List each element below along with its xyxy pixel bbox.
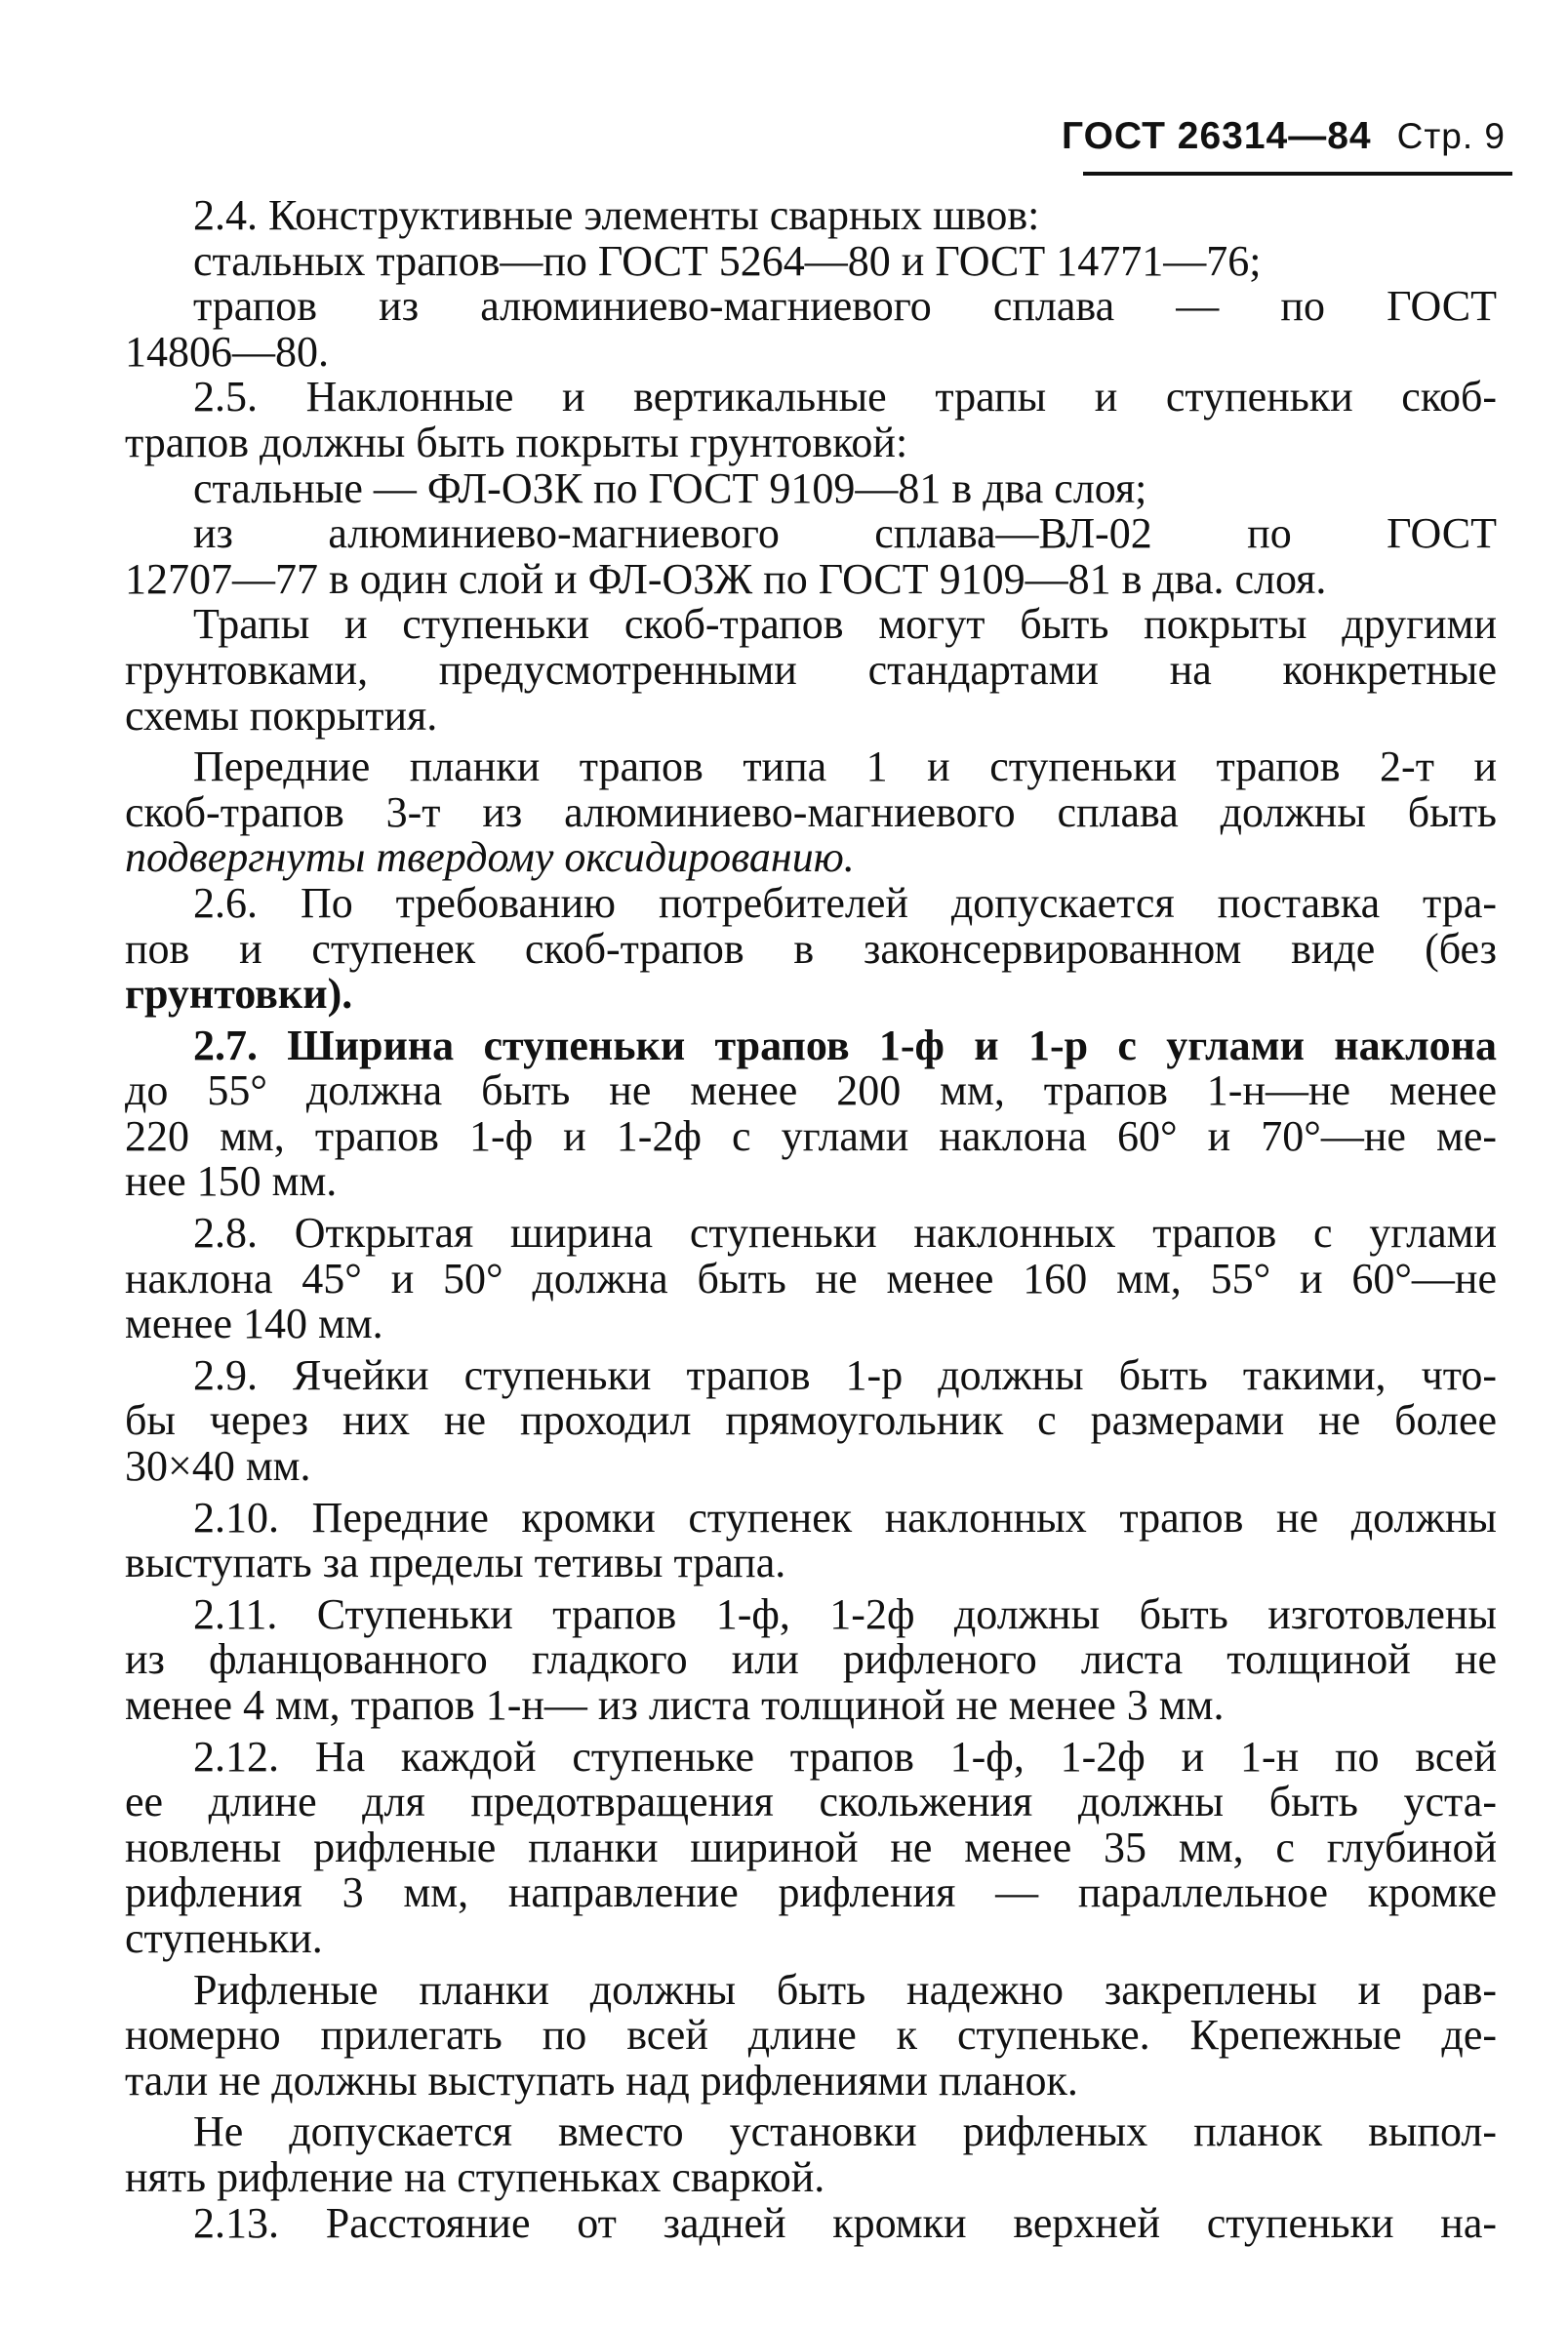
text-line: стальных трапов—по ГОСТ 5264—80 и ГОСТ 14771—76; <box>193 236 1262 285</box>
text-line: грунтовки). <box>125 970 353 1019</box>
text-line: 2.9. Ячейки ступеньки трапов 1-р должны быть такими, что- <box>193 1350 1497 1399</box>
text-line: новлены рифленые планки шириной не менее 35 мм, с глубиной <box>125 1823 1497 1871</box>
text-line: 2.5. Наклонные и вертикальные трапы и ступеньки скоб- <box>193 373 1497 421</box>
text-line: ступеньки. <box>125 1913 323 1962</box>
text-line: наклона 45° и 50° должна быть не менее 160 мм, 55° и 60°—не <box>125 1254 1497 1303</box>
text-line: менее 140 мм. <box>125 1300 383 1348</box>
header-rule <box>1083 172 1512 176</box>
text-line: рифления 3 мм, направление рифления — параллельное кромке <box>125 1868 1497 1917</box>
text-line: Трапы и ступеньки скоб-трапов могут быть покрыты другими <box>193 600 1497 649</box>
page-number: Стр. 9 <box>1396 116 1506 156</box>
text-line: скоб-трапов 3-т из алюминиево-магниевого сплава должны быть <box>125 787 1497 836</box>
body-text <box>125 193 1497 2246</box>
text-line: подвергнуты твердому оксидированию. <box>125 833 855 882</box>
text-line: 2.12. На каждой ступеньке трапов 1-ф, 1-2ф и 1-н по всей <box>193 1732 1497 1781</box>
page-header <box>1062 115 1506 158</box>
text-line: Рифленые планки должны быть надежно закреплены и рав- <box>193 1965 1497 2014</box>
text-line: 2.10. Передние кромки ступенек наклонных трапов не должны <box>193 1493 1497 1542</box>
text-line: трапов из алюминиево-магниевого сплава — по ГОСТ <box>193 282 1497 331</box>
text-line: пов и ступенек скоб-трапов в законсервированном виде (без <box>125 924 1497 973</box>
text-line: нять рифление на ступеньках сваркой. <box>125 2152 825 2201</box>
text-line: 30×40 мм. <box>125 1442 311 1491</box>
text-line: трапов должны быть покрыты грунтовкой: <box>125 418 908 466</box>
text-line: грунтовками, предусмотренными стандартами на конкретные <box>125 645 1497 694</box>
text-line: 12707—77 в один слой и ФЛ-ОЗЖ по ГОСТ 9109—81 в два. слоя. <box>125 554 1327 603</box>
text-line: 14806—80. <box>125 327 329 376</box>
text-line: номерно прилегать по всей длине к ступеньке. Крепежные де- <box>125 2011 1497 2060</box>
text-line: 2.8. Открытая ширина ступеньки наклонных трапов с углами <box>193 1209 1497 1258</box>
text-line: выступать за пределы тетивы трапа. <box>125 1539 786 1587</box>
text-line: бы через них не проходил прямоугольник с размерами не более <box>125 1396 1497 1445</box>
text-line: 2.6. По требованию потребителей допускается поставка тра- <box>193 878 1497 927</box>
text-line: Не допускается вместо установки рифленых планок выпол- <box>193 2107 1497 2156</box>
text-line: 2.13. Расстояние от задней кромки верхней ступеньки на- <box>193 2198 1497 2247</box>
text-line: 2.4. Конструктивные элементы сварных швов: <box>193 191 1040 239</box>
text-line: тали не должны выступать над рифлениями планок. <box>125 2056 1078 2105</box>
text-line: из фланцованного гладкого или рифленого листа толщиной не <box>125 1635 1497 1684</box>
text-line: стальные — ФЛ-ОЗК по ГОСТ 9109—81 в два слоя; <box>193 463 1147 512</box>
text-line: Передние планки трапов типа 1 и ступеньки трапов 2-т и <box>193 742 1497 791</box>
text-line: схемы покрытия. <box>125 691 438 740</box>
standard-number: ГОСТ 26314—84 <box>1061 115 1372 157</box>
text-line: ее длине для предотвращения скольжения должны быть уста- <box>125 1778 1497 1826</box>
text-line: из алюминиево-магниевого сплава—ВЛ-02 по ГОСТ <box>193 509 1497 558</box>
text-line: 220 мм, трапов 1-ф и 1-2ф с углами наклона 60° и 70°—не ме- <box>125 1111 1497 1160</box>
text-line: 2.11. Ступеньки трапов 1-ф, 1-2ф должны быть изготовлены <box>193 1589 1497 1638</box>
text-line: менее 4 мм, трапов 1-н— из листа толщиной не менее 3 мм. <box>125 1681 1225 1729</box>
text-line: 2.7. Ширина ступеньки трапов 1-ф и 1-р с углами наклона <box>193 1021 1497 1069</box>
text-line: нее 150 мм. <box>125 1157 338 1206</box>
text-line: до 55° должна быть не менее 200 мм, трапов 1-н—не менее <box>125 1066 1497 1115</box>
